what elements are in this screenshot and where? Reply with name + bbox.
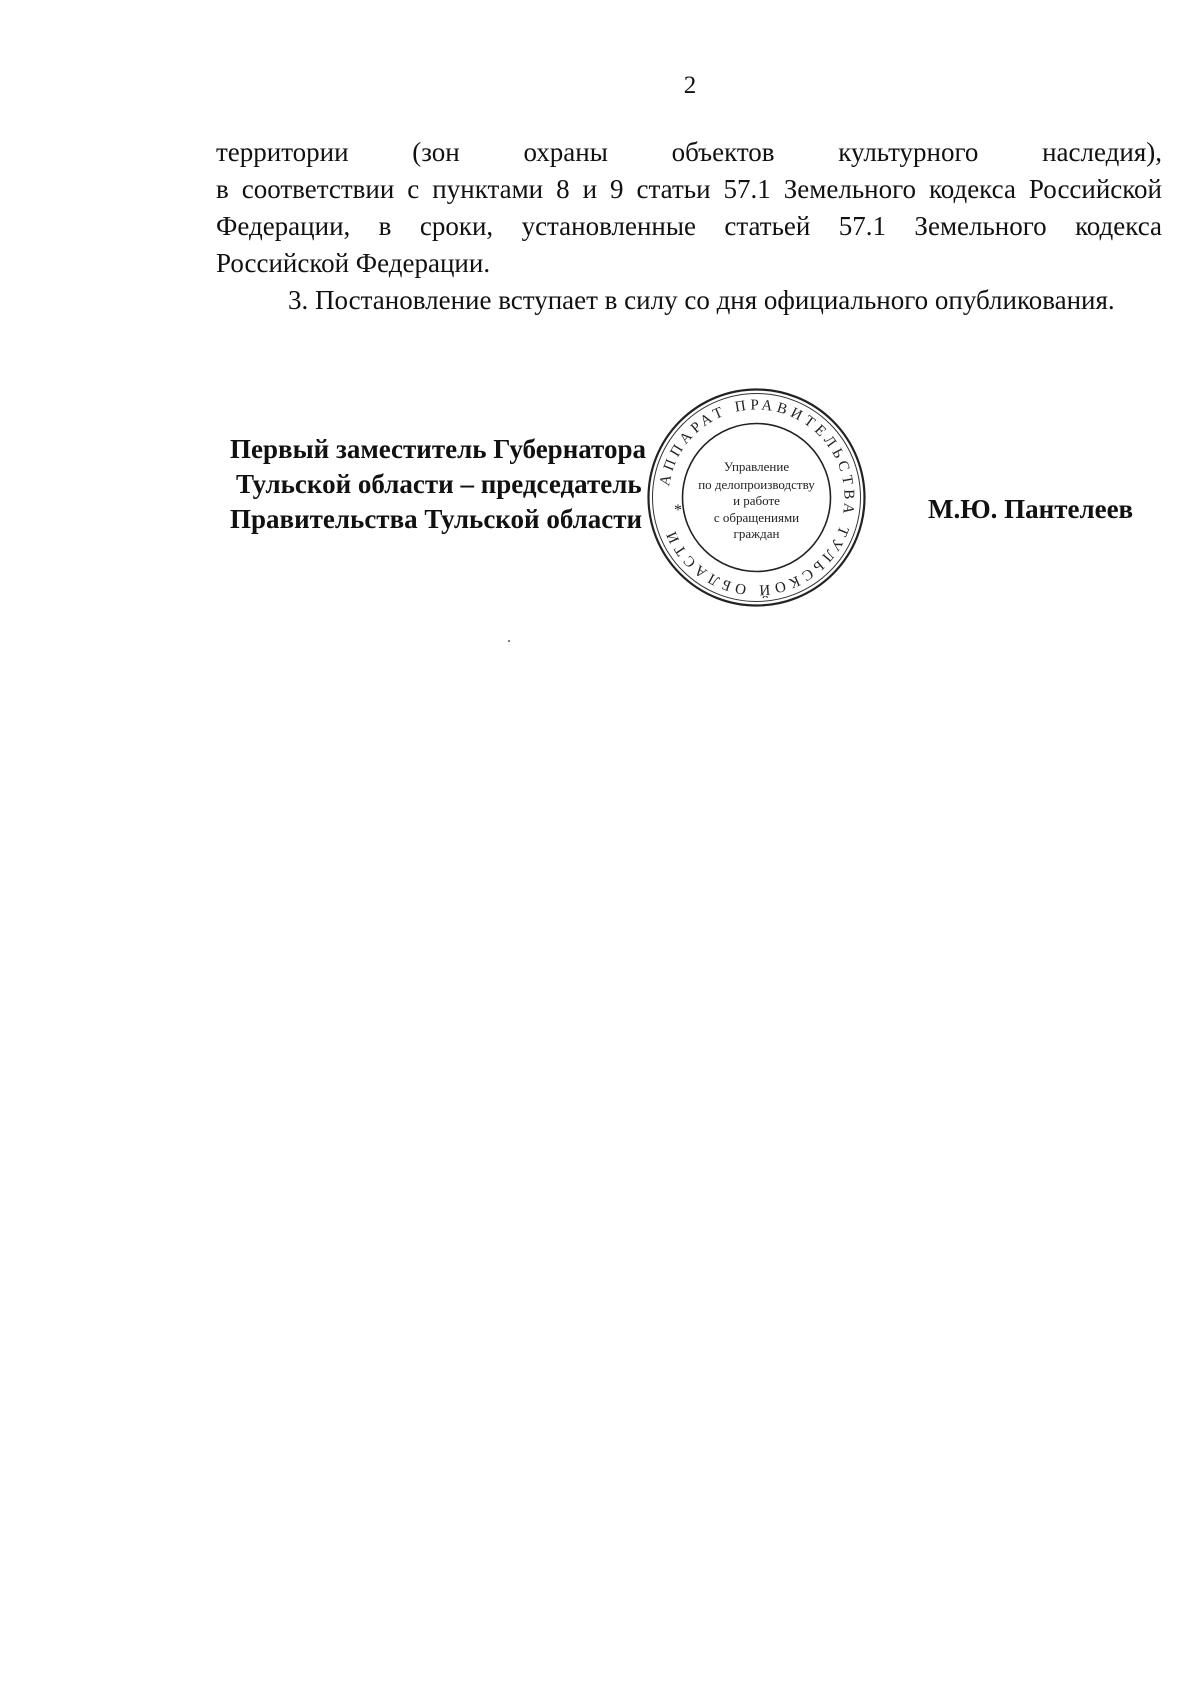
word: (зон <box>412 137 460 167</box>
seal-inner-line-5: граждан <box>733 526 780 541</box>
word: территории <box>216 137 349 167</box>
position-line-1: Первый заместитель Губернатора <box>230 434 646 464</box>
seal-inner-line-3: и работе <box>733 493 780 508</box>
seal-inner-line-1: Управление <box>723 459 790 474</box>
text-line-4: Российской Федерации. <box>216 248 491 278</box>
paragraph-continuation <box>216 134 1162 282</box>
signature-position <box>230 432 646 537</box>
signer-name: М.Ю. Пантелеев <box>928 494 1134 524</box>
position-line-3: Правительства Тульской области <box>230 504 643 534</box>
official-seal-stamp <box>644 385 869 610</box>
word: объектов <box>671 137 775 167</box>
seal-star: * <box>674 502 682 519</box>
text-line-2: в соответствии с пунктами 8 и 9 статьи 57.1 Земельного кодекса Российской <box>216 174 1162 204</box>
position-line-2: Тульской области – председатель <box>236 469 642 499</box>
word: культурного <box>838 137 979 167</box>
justified-line-1 <box>216 134 1162 171</box>
paragraph-effective-date: 3. Постановление вступает в силу со дня официального опубликования. <box>288 285 1115 315</box>
seal-inner-line-4: с обращениями <box>713 510 800 525</box>
page-number: 2 <box>683 72 697 99</box>
document-body <box>216 134 1162 319</box>
seal-outer-text: АППАРАТ ПРАВИТЕЛЬСТВА ТУЛЬСКОЙ ОБЛАСТИ <box>657 397 857 598</box>
text-line-3: Федерации, в сроки, установленные статьей 57.1 Земельного кодекса <box>216 211 1162 241</box>
word: наследия), <box>1042 137 1162 167</box>
scan-dot <box>508 640 510 642</box>
seal-inner-line-2: по делопроизводству <box>698 477 815 492</box>
word: охраны <box>523 137 608 167</box>
